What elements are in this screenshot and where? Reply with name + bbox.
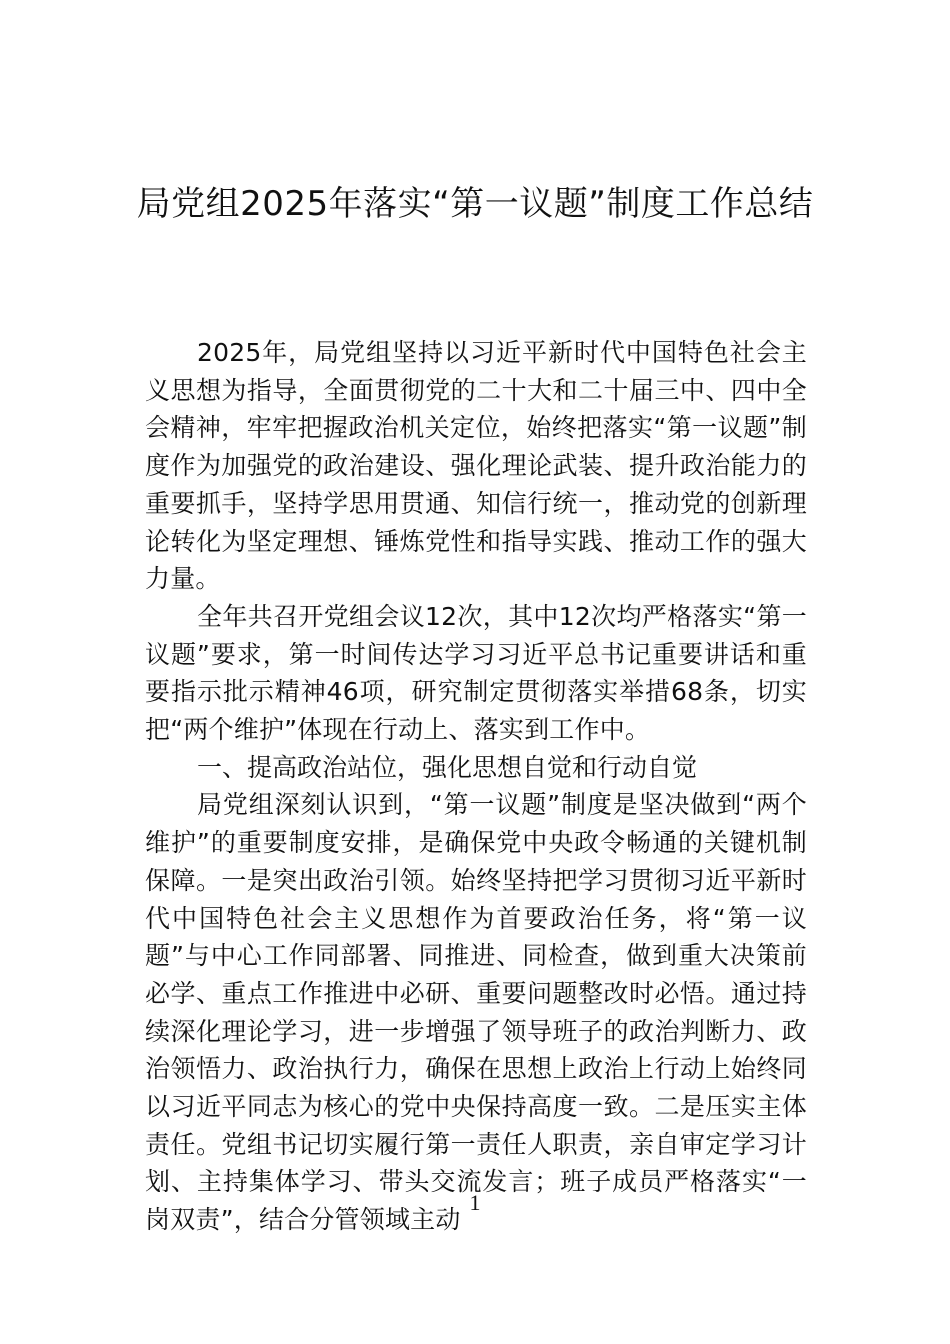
section-heading-1: 一、提高政治站位，强化思想自觉和行动自觉 <box>197 752 698 782</box>
statistics-paragraph: 全年共召开党组会议12次，其中12次均严格落实“第一议题”要求，第一时间传达学习习近平总书记重要讲话和重要指示批示精神46项，研究制定贯彻落实举措68条，切实把“两个维护”体现在行动上、落实到工作中。 <box>145 601 807 745</box>
document-body <box>145 334 807 1239</box>
page-number: 1 <box>469 1190 481 1215</box>
section-1-paragraph: 局党组深刻认识到，“第一议题”制度是坚决做到“两个维护”的重要制度安排，是确保党中央政令畅通的关键机制保障。一是突出政治引领。始终坚持把学习贯彻习近平新时代中国特色社会主义思想作为首要政治任务，将“第一议题”与中心工作同部署、同推进、同检查，做到重大决策前必学、重点工作推进中必研、重要问题整改时必悟。通过持续深化理论学习，进一步增强了领导班子的政治判断力、政治领悟力、政治执行力，确保在思想上政治上行动上始终同以习近平同志为核心的党中央保持高度一致。二是压实主体责任。党组书记切实履行第一责任人职责，亲自审定学习计划、主持集体学习、带头交流发言；班子成员严格落实“一岗双责”，结合分管领域主动 <box>145 790 807 1235</box>
document-title: 局党组2025年落实“第一议题”制度工作总结 <box>136 184 814 224</box>
intro-paragraph: 2025年，局党组坚持以习近平新时代中国特色社会主义思想为指导，全面贯彻党的二十大和二十届三中、四中全会精神，牢牢把握政治机关定位，始终把落实“第一议题”制度作为加强党的政治建设、强化理论武装、提升政治能力的重要抓手，坚持学思用贯通、知信行统一，推动党的创新理论转化为坚定理想、锤炼党性和指导实践、推动工作的强大力量。 <box>145 338 807 594</box>
